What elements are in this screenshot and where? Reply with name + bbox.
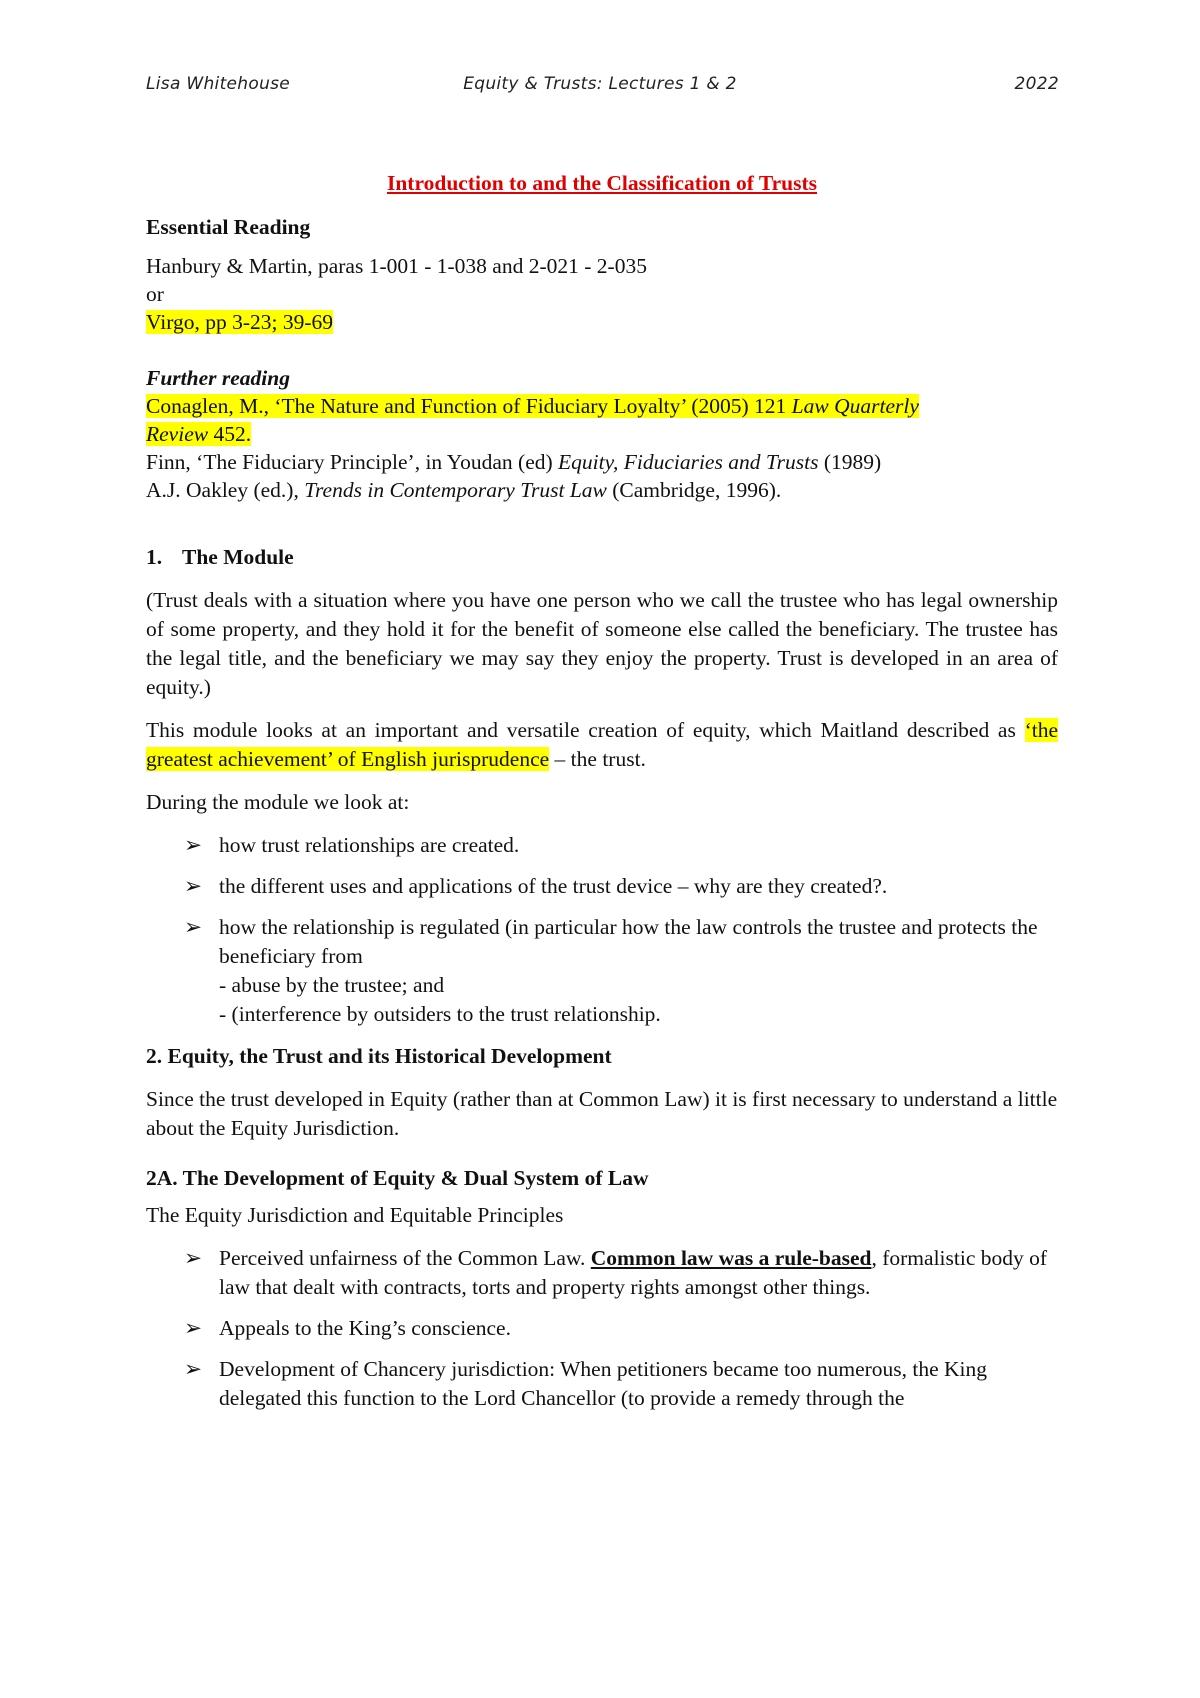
further-reading-item-cont [146,420,1058,448]
module-topics-list [146,831,1058,1029]
list-item [146,1244,1058,1302]
list-subitem-text: - (interference by outsiders to the trust relationship. [219,1002,661,1026]
citation-text: Finn, ‘The Fiduciary Principle’, in Youdan (ed) [146,450,559,474]
arrow-bullet-icon: ➢ [183,915,202,939]
paragraph-text: This module looks at an important and versatile creation of equity, which Maitland described as [146,718,1025,742]
arrow-bullet-icon: ➢ [183,874,202,898]
header-author: Lisa Whitehouse [146,74,291,94]
list-item-text: Perceived unfairness of the Common Law. [219,1246,591,1270]
paragraph: During the module we look at: [146,790,410,814]
list-subitem-text: - abuse by the trustee; and [219,973,445,997]
equity-points-list [146,1244,1058,1413]
list-item-text: how trust relationships are created. [219,833,520,857]
citation-text: A.J. Oakley (ed.), [146,478,305,502]
document-title: Introduction to and the Classification of Trusts [386,171,818,195]
arrow-bullet-icon: ➢ [183,1316,202,1340]
list-item [146,1314,1058,1343]
essential-reading-item: Hanbury & Martin, paras 1-001 - 1-038 and 2-021 - 2-035 [146,254,647,278]
citation-text: 452. [208,422,252,446]
paragraph: (Trust deals with a situation where you have one person who we call the trustee who has legal ownership of some property, and they hold it for the benefit of someone else called the beneficiary. The trustee has the legal title, and the beneficiary we may say they enjoy the property. Trust is developed in an area of equity.) [146,588,1058,699]
further-reading-item [146,476,1058,504]
citation-text: Conaglen, M., ‘The Nature and Function of Fiduciary Loyalty’ (2005) 121 [146,394,792,418]
section-2-heading: 2. Equity, the Trust and its Historical Development [146,1044,612,1068]
further-reading-item [146,392,1058,420]
citation-text: (1989) [818,450,882,474]
list-item-text: the different uses and applications of the trust device – why are they created?. [219,874,888,898]
further-reading-heading: Further reading [146,366,290,390]
highlighted-text [146,422,251,446]
arrow-bullet-icon: ➢ [183,1246,202,1270]
paragraph-text: – the trust. [549,747,646,771]
header-year: 2022 [1014,74,1059,94]
further-reading-item [146,448,1058,476]
section-1-heading [146,542,1058,572]
document-body [146,168,1058,1425]
list-item [146,1355,1058,1413]
journal-title: Law Quarterly [791,394,919,418]
highlighted-text: ‘the greatest achievement’ of English jurisprudence [146,718,1058,771]
journal-title: Review [146,422,209,446]
essential-reading-or: or [146,282,164,306]
book-title: Trends in Contemporary Trust Law [304,478,607,502]
paragraph [146,716,1058,774]
list-item [146,831,1058,860]
subheading: The Equity Jurisdiction and Equitable Principles [146,1203,564,1227]
list-item-text: , formalistic body of law that dealt with contracts, torts and property rights amongst other things. [219,1246,1048,1299]
book-title: Equity, Fiduciaries and Trusts [558,450,819,474]
arrow-bullet-icon: ➢ [183,1357,202,1381]
list-item [146,872,1058,901]
highlighted-text: Virgo, pp 3-23; 39-69 [146,310,334,334]
list-item-text: Appeals to the King’s conscience. [219,1316,511,1340]
section-2a-heading: 2A. The Development of Equity & Dual System of Law [146,1166,649,1190]
essential-reading-item [146,308,1058,336]
paragraph: Since the trust developed in Equity (rather than at Common Law) it is first necessary to understand a little about the Equity Jurisdiction. [146,1087,1058,1140]
header-course: Equity & Trusts: Lectures 1 & 2 [463,74,737,94]
emphasis-text: Common law was a rule-based [590,1246,872,1270]
arrow-bullet-icon: ➢ [183,833,202,857]
section-title: The Module [182,545,294,569]
citation-text: (Cambridge, 1996). [606,478,782,502]
highlighted-text [146,394,919,418]
essential-reading-heading: Essential Reading [146,215,311,239]
list-item-text: Development of Chancery jurisdiction: When petitioners became too numerous, the King delegated this function to the Lord Chancellor (to provide a remedy through the [219,1357,988,1410]
list-item [146,913,1058,1029]
list-item-text: how the relationship is regulated (in particular how the law controls the trustee and protects the beneficiary from [219,915,1038,968]
section-number: 1. [146,545,163,569]
